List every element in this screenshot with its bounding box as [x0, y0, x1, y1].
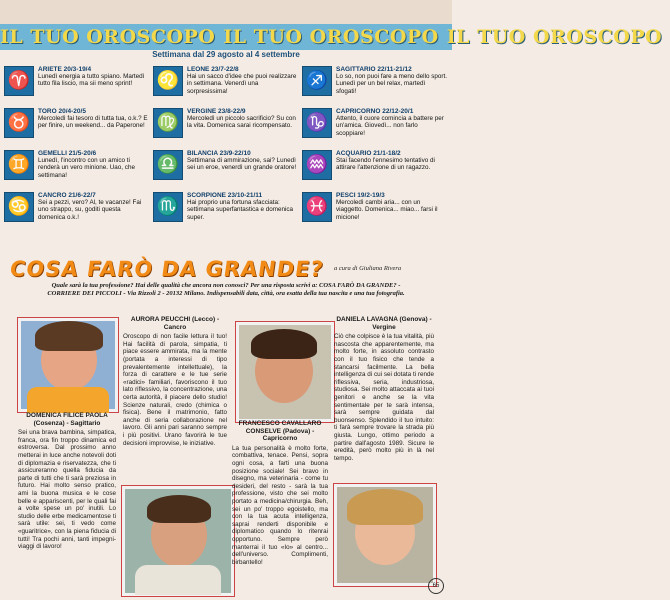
- sign-text: Settimana di ammirazione, sai? Lunedì sei un eroe, venerdì un grande oratore!: [187, 157, 297, 172]
- profile-heading: DOMENICA FILICE PAOLA (Cosenza) - Sagittario: [26, 412, 108, 427]
- leo-icon: ♌: [153, 66, 183, 96]
- child-hair: [347, 489, 423, 525]
- sign-name: LEONE 23/7-22/8: [187, 66, 239, 73]
- sign-aquarius: [302, 150, 447, 192]
- profile-text: Oroscopo di non facile lettura il tuo! Hai facilità di parola, simpatia, ti piace essere ammirata, ma la mente (portata a interessi di tipo prevalentemente intellettuale), la forza di carattere e le tue serie «radici» familiari, favoriscono il tuo lato riflessivo, la concentrazione, una certa autorità, il piacere dello studio! Scienze naturali, credo (chimica o fisica). Bene il matrimonio, fatto anche di seria collaborazione nel lavoro. Gli anni pari saranno sempre i più positivi. Urano favorirà le tue decisioni improvvise, le iniziative.: [123, 333, 227, 447]
- sign-text: Mercoledì cambi aria... con un viaggetto. Domenica... miao... farsi il micione!: [336, 199, 438, 221]
- sign-name: SCORPIONE 23/10-21/11: [187, 192, 263, 199]
- profile-heading: AURORA PEUCCHI (Lecco) - Cancro: [130, 316, 220, 331]
- photo-daniela: [334, 484, 436, 586]
- sign-name: TORO 20/4-20/5: [38, 108, 86, 115]
- banner-title: IL TUO OROSCOPO: [0, 26, 216, 48]
- top-strip: [0, 0, 452, 24]
- sign-text: Mercoledì fai tesoro di tutta tua, o.k.? E per finire, un weekend... da Paperone!: [38, 115, 148, 130]
- sign-text: Lo so, non puoi fare a meno dello sport. Lunedì per un bel relax, martedì sfogati!: [336, 73, 447, 95]
- horoscope-banner: [0, 24, 663, 50]
- sign-cancer: [4, 192, 149, 234]
- sign-text: Stai facendo l'ennesimo tentativo di attirare l'attenzione di un ragazzo.: [336, 157, 435, 172]
- sign-text: Attento, il cuore comincia a battere per un'amica. Giovedì... non farlo scoppiare!: [336, 115, 444, 137]
- sign-text: Sei a pezzi, vero? Al, te vacanze! Fai uno strappo, su, goditi questa domenica o.k.!: [38, 199, 142, 221]
- sign-name: SAGITTARIO 22/11-21/12: [336, 66, 412, 73]
- child-hair: [147, 495, 211, 523]
- sign-text: Hai un sacco d'idee che puoi realizzare in settimana. Venerdì una sorpresissima!: [187, 73, 297, 95]
- gemini-icon: ♊: [4, 150, 34, 180]
- profile-domenica: [18, 412, 116, 598]
- sign-text: Lunedì energia a tutto spiano. Martedì tutto fila liscio, ma sii meno sprint!: [38, 73, 145, 88]
- pisces-icon: ♓: [302, 192, 332, 222]
- sign-leo: [153, 66, 298, 108]
- sign-name: GEMELLI 21/5-20/6: [38, 150, 97, 157]
- cancer-icon: ♋: [4, 192, 34, 222]
- sign-name: BILANCIA 23/9-22/10: [187, 150, 251, 157]
- sagittarius-icon: ♐: [302, 66, 332, 96]
- profile-francesco: [232, 420, 328, 596]
- sign-taurus: [4, 108, 149, 150]
- sign-name: ACQUARIO 21/1-18/2: [336, 150, 401, 157]
- taurus-icon: ♉: [4, 108, 34, 138]
- sign-text: Mercoledì un piccolo sacrificio? Su con la vita. Domenica sarai ricompensato.: [187, 115, 296, 130]
- sign-scorpio: [153, 192, 298, 234]
- photo-domenica: [18, 318, 118, 412]
- sign-name: CAPRICORNO 22/12-20/1: [336, 108, 414, 115]
- capricorn-icon: ♑: [302, 108, 332, 138]
- profile-heading: DANIELA LAVAGNA (Genova) - Vergine: [336, 316, 432, 331]
- sign-gemini: [4, 150, 149, 192]
- horoscope-column-1: [4, 66, 149, 234]
- sign-name: CANCRO 21/6-22/7: [38, 192, 96, 199]
- section-author: a cura di Giuliana Rivera: [334, 265, 402, 272]
- photo-francesco: [236, 322, 334, 422]
- sign-libra: [153, 150, 298, 192]
- profile-aurora: [123, 316, 227, 482]
- child-shirt: [135, 565, 221, 595]
- profile-text: Ciò che colpisce è la tua vitalità, più nascosta che apparentemente, ma molto forte, in assoluto contrasto con il tuo fisico che tende a stancarsi facilmente. La bella intelligenza di cui sei dotata ti rende riflessiva, seria, industriosa, studiosa. Sei molto attaccata ai tuoi genitori e anche se la vita sentimentale per te sarà intensa, sarà sempre guidata dal buonsenso. Splendido il tuo intuito: ti farà sempre trovare la strada più giusta. Lungo, ottimo periodo a partire dall'agosto 1989. Sicure le eredità, però molto più in là nel tempo.: [334, 333, 434, 462]
- sign-text: Lunedì, l'incontro con un amico ti renderà un vero minione. Uao, che settimana!: [38, 157, 135, 179]
- libra-icon: ♎: [153, 150, 183, 180]
- sign-name: ARIETE 20/3-19/4: [38, 66, 92, 73]
- profile-text: La tua personalità è molto forte, combattiva, tenace. Pensi, sopra ogni cosa, a farti una buona posizione sociale! Sei bravo in disegno, ma veterinaria - come tu desideri, del resto - sarà la tua professione, visto che sei molto portato a medicina/chirurgia. Beh, sei un po' troppo egoistello, ma con la tua acuta intelligenza, saprai renderti disponibile e diplomatico quando lo ritenrai opportuno. Sempre però manterrai il tuo «Io» al centro... dell'universo. Complimenti, birbantello!: [232, 444, 328, 566]
- child-shirt: [27, 387, 109, 413]
- sign-capricorn: [302, 108, 447, 150]
- profile-text: Sei una brava bambina, simpatica, franca, ora fin troppo dinamica ed estroversa. Dal prossimo anno metterai in luce anche notevoli doti di diplomazia e riservatezza, che ti assicureranno quella fiducia da parte di tutti che ti sarà preziosa in futuro. Hai molto senso pratico, ami la buona musica e le cose belle e appariscenti, per le quali fai a volte spese un po' inutili. Lo studio delle erbe medicamentose ti sarà utile: sei, ti vedo come «guaritrice», con la piena fiducia di tutti! Tra pochi anni, tanti impegni-viaggi di lavoro!: [18, 429, 116, 551]
- photo-aurora: [122, 486, 234, 596]
- child-hair: [35, 321, 103, 351]
- sign-name: PESCI 19/2-19/3: [336, 192, 385, 199]
- sign-pisces: [302, 192, 447, 234]
- sign-aries: [4, 66, 149, 108]
- horoscope-column-3: [302, 66, 447, 234]
- scorpio-icon: ♏: [153, 192, 183, 222]
- child-hair: [251, 329, 317, 359]
- sign-sagittarius: [302, 66, 447, 108]
- week-range: Settimana dal 29 agosto al 4 settembre: [152, 50, 300, 59]
- sign-name: VERGINE 23/8-22/9: [187, 108, 246, 115]
- section-intro: Quale sarà la tua professione? Hai delle qualità che ancora non conosci? Per una risposta scrivi a: COSA FARÒ DA GRANDE? - CORRIERE DEI PICCOLI - Via Rizzoli 2 - 20132 Milano. Indispensabili data, città, ora esatta della tua nascita e una tua fotografia.: [47, 282, 405, 297]
- section-title: COSA FARÒ DA GRANDE?: [8, 257, 326, 281]
- banner-title: IL TUO OROSCOPO: [446, 26, 663, 48]
- profile-heading: FRANCESCO CAVALLARO CONSELVE (Padova) - Capricorno: [238, 420, 322, 443]
- sign-virgo: [153, 108, 298, 150]
- profile-daniela: [334, 316, 434, 482]
- aquarius-icon: ♒: [302, 150, 332, 180]
- page-number: 65: [428, 578, 444, 594]
- banner-title: IL TUO OROSCOPO: [223, 26, 439, 48]
- sign-text: Hai proprio una fortuna sfacciata: settimana superfantastica e domenica super.: [187, 199, 294, 221]
- aries-icon: ♈: [4, 66, 34, 96]
- virgo-icon: ♍: [153, 108, 183, 138]
- horoscope-column-2: [153, 66, 298, 234]
